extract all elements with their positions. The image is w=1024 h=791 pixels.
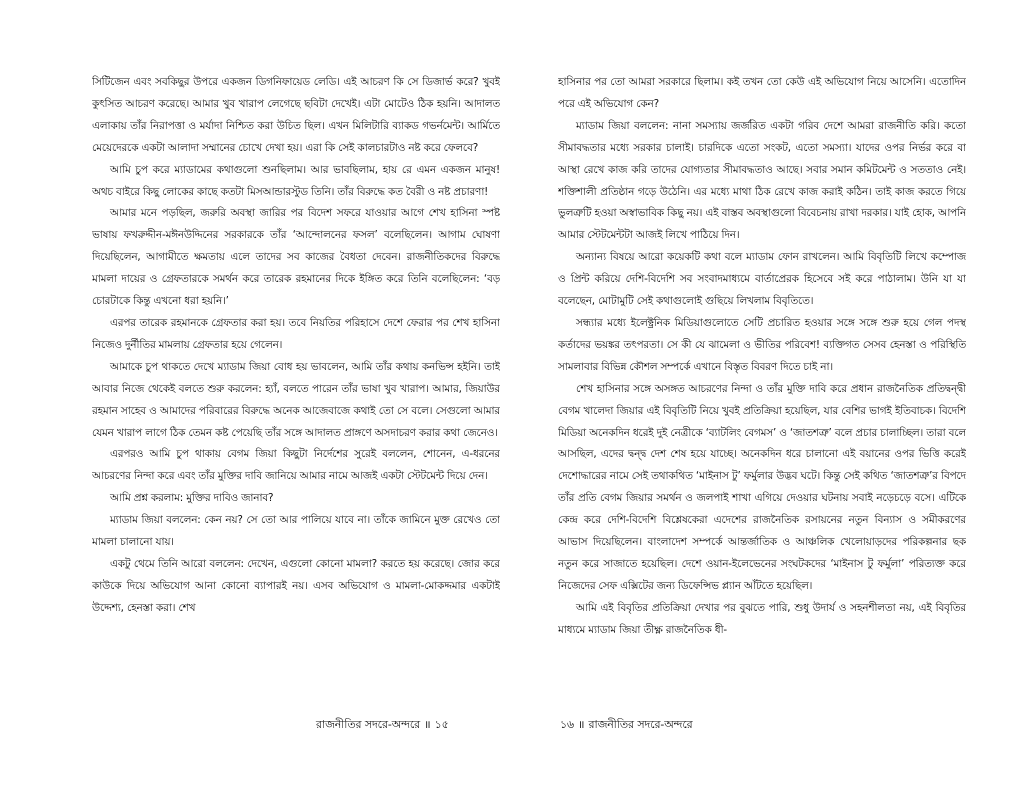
paragraph: একটু থেমে তিনি আরো বললেন: দেখেন, এগুলো কোনো মামলা? করতে হয় করেছে। জোর করে কাউকে দিয়ে অভিযোগ আনা কোনো ব্যাপারই নয়। এসব অভিযোগ ও মামলা-মোকদ্দমার একটাই উদ্দেশ্য, হেনস্তা করা। শেখ [92,557,500,614]
paragraph: আমি এই বিবৃতির প্রতিক্রিয়া দেখার পর বুঝতে পারি, শুধু উদার্য ও সহনশীলতা নয়, এই বিবৃতির মাধ্যমে ম্যাডাম জিয়া তীক্ষ্ণ রাজনৈতিক ধী- [558,601,966,636]
paragraph: সিটিজেন এবং সবকিছুর উপরে একজন ডিগনিফায়েড লেডি। এই আচরণ কি সে ডিজার্ভ করে? খুবই কুৎসিত আচরণ করেছে। আমার খুব খারাপ লেগেছে ছবিটা দেখেই। এটা মোটেও ঠিক হয়নি। আদালত এলাকায় তাঁর নিরাপত্তা ও মর্যাদা নিশ্চিত করা উচিত ছিল। এখন মিলিটারি ব্যাকড গভর্নমেন্ট। আর্মিতে মেয়েদেরকে একটা আলাদা সম্মানের চোখে দেখা হয়। এরা কি সেই কালচারটাও নষ্ট করে ফেলবে? [92,76,500,154]
running-title: রাজনীতির সদরে-অন্দরে [316,718,421,731]
running-title: রাজনীতির সদরে-অন্দরে [588,718,693,731]
page-number: ১৫ [434,718,449,731]
paragraph: হাসিনার পর তো আমরা সরকারে ছিলাম। কই তখন তো কেউ এই অভিযোগ নিয়ে আসেনি। এতোদিন পরে এই অভিযোগ কেন? [558,76,966,110]
paragraph: অন্যান্য বিষয়ে আরো কয়েকটি কথা বলে ম্যাডাম ফোন রাখলেন। আমি বিবৃতিটি লিখে কম্পোজ ও প্রিন্ট করিয়ে দেশি-বিদেশি সব সংবাদমাধ্যমে বার্তাপ্রেরক হিসেবে সই করে পাঠালাম। উনি যা যা বলেছেন, মোটামুটি সেই কথাগুলোই গুছিয়ে লিখলাম বিবৃতিতে। [558,251,966,308]
paragraph: আমার মনে পড়ছিল, জরুরি অবস্থা জারির পর বিদেশ সফরে যাওয়ার আগে শেখ হাসিনা স্পষ্ট ভাষায় ফখরুদ্দীন-মঈনউদ্দিনের সরকারকে তাঁর ‘আন্দোলনের ফসল’ বলেছিলেন। আগাম ঘোষণা দিয়েছিলেন, আগামীতে ক্ষমতায় এলে তাদের সব কাজের বৈধতা দেবেন। রাজনীতিকদের বিরুদ্ধে মামলা দায়ের ও গ্রেফতারকে সমর্থন করে তারেক রহমানের দিকে ইঙ্গিত করে তিনি বলেছিলেন: ‘বড় চোরটাকে কিন্তু এখনো ধরা হয়নি।’ [92,207,500,308]
paragraph: এরপরও আমি চুপ থাকায় বেগম জিয়া কিছুটা নির্দেশের সুরেই বললেন, শোনেন, এ-ধরনের আচরণের নিন্দা করে এবং তাঁর মুক্তির দাবি জানিয়ে আমার নামে আজই একটা স্টেটমেন্ট দিয়ে দেন। [92,448,500,483]
left-page-footer [316,718,449,732]
page-number: ১৬ [560,718,575,731]
paragraph: ম্যাডাম জিয়া বললেন: নানা সমস্যায় জর্জরিত একটা গরিব দেশে আমরা রাজনীতি করি। কতো সীমাবদ্ধতার মধ্যে সরকার চালাই। চারদিকে এতো সংকট, এতো সমস্যা। যাদের ওপর নির্ভর করে বা আস্থা রেখে কাজ করি তাদের যোগ্যতার সীমাবদ্ধতাও আছে। সবার সমান কমিটমেন্ট ও সততাও নেই। শক্তিশালী প্রতিষ্ঠান গড়ে উঠেনি। এর মধ্যে মাথা ঠিক রেখে কাজ করাই কঠিন। তাই কাজ করতে গিয়ে ভুলত্রুটি হওয়া অস্বাভাবিক কিছু নয়। এই বাস্তব অবস্থাগুলো বিবেচনায় রাখা দরকার। যাই হোক, আপনি আমার স্টেটমেন্টটা আজই লিখে পাঠিয়ে দিন। [558,119,966,242]
paragraph: আমি প্রশ্ন করলাম: মুক্তির দাবিও জানাব? [110,492,274,505]
paragraph: আমি চুপ করে ম্যাডামের কথাগুলো শুনছিলাম। আর ভাবছিলাম, হায় রে এমন একজন মানুষ! অথচ বাইরে কিছু লোকের কাছে কতটা মিসআন্ডারস্টুড তিনি। তাঁর বিরুদ্ধে কত বৈরী ও নষ্ট প্রচারণা! [92,163,500,198]
paragraph: সন্ধ্যার মধ্যে ইলেক্ট্রনিক মিডিয়াগুলোতে সেটি প্রচারিত হওয়ার সঙ্গে সঙ্গে শুরু হয়ে গেল পদস্থ কর্তাদের ভয়ঙ্কর তৎপরতা। সে কী যে ঝামেলা ও ভীতির পরিবেশ! ব্যক্তিগত সেসব হেনস্তা ও পরিস্থিতি সামলাবার বিভিন্ন কৌশল সম্পর্কে এখানে বিস্তৃত বিবরণ দিতে চাই না। [558,316,966,373]
paragraph: ম্যাডাম জিয়া বললেন: কেন নয়? সে তো আর পালিয়ে যাবে না। তাঁকে জামিনে মুক্ত রেখেও তো মামলা চালানো যায়। [92,514,500,549]
paragraph: শেখ হাসিনার সঙ্গে অসঙ্গত আচরণের নিন্দা ও তাঁর মুক্তি দাবি করে প্রধান রাজনৈতিক প্রতিদ্বন্দ্বী বেগম খালেদা জিয়ার এই বিবৃতিটি নিয়ে খুবই প্রতিক্রিয়া হয়েছিল, যার বেশির ভাগই ইতিবাচক। বিদেশি মিডিয়া অনেকদিন ধরেই দুই নেত্রীকে ‘ব্যাটলিং বেগমস’ ও ‘জাতশত্রু’ বলে প্রচার চালাচ্ছিল। তারা বলে আসছিল, এদের দ্বন্দ্ব দেশ শেষ হয়ে যাচ্ছে। অনেকদিন ধরে চালানো এই বয়ানের ওপর ভিত্তি করেই দেশোদ্ধারের নামে সেই তথাকথিত ‘মাইনাস টু’ ফর্মুলার উদ্ভব ঘটে। কিন্তু সেই কথিত ‘জাতশত্রু’র বিপদে তাঁর প্রতি বেগম জিয়ার সমর্থন ও জলপাই শাখা এগিয়ে দেওয়ার ঘটনায় সবাই নড়েচড়ে বসে। এটিকে কেন্দ্র করে দেশি-বিদেশি বিশ্লেষকেরা এদেশের রাজনৈতিক রসায়নের নতুন বিন্যাস ও সমীকরণের আভাস দিয়েছিলেন। বাংলাদেশ সম্পর্কে আন্তর্জাতিক ও আঞ্চলিক খেলোয়াড়দের পরিকল্পনার ছক নতুন করে সাজাতে হয়েছিল। দেশে ওয়ান-ইলেভেনের সংঘটকদের ‘মাইনাস টু ফর্মুলা’ পরিত্যক্ত করে নিজেদের সেফ এক্সিটের জন্য ডিফেন্সিভ প্ল্যান আঁটতে হয়েছিল। [558,382,966,592]
paragraph: আমাকে চুপ থাকতে দেখে ম্যাডাম জিয়া বোধ হয় ভাবলেন, আমি তাঁর কথায় কনভিন্স হইনি। তাই আবার নিজে থেকেই বলতে শুরু করলেন: হ্যাঁ, বলতে পারেন তাঁর ভাষা খুব খারাপ। আমার, জিয়াউর রহমান সাহেব ও আমাদের পরিবারের বিরুদ্ধে অনেক আজেবাজে কথাই তো সে বলে। সেগুলো আমার যেমন খারাপ লাগে ঠিক তেমন কষ্ট পেয়েছি তাঁর সঙ্গে আদালত প্রাঙ্গণে অসদাচরণ করার কথা জেনেও। [92,360,500,439]
paragraph: এরপর তারেক রহমানকে গ্রেফতার করা হয়। তবে নিয়তির পরিহাসে দেশে ফেরার পর শেখ হাসিনা নিজেও দুর্নীতির মামলায় গ্রেফতার হয়ে গেলেন। [92,316,500,351]
folio-separator: ॥ [424,718,431,731]
right-page [558,72,966,762]
right-page-footer [560,718,693,732]
left-page [92,72,500,762]
folio-separator: ॥ [578,718,585,731]
